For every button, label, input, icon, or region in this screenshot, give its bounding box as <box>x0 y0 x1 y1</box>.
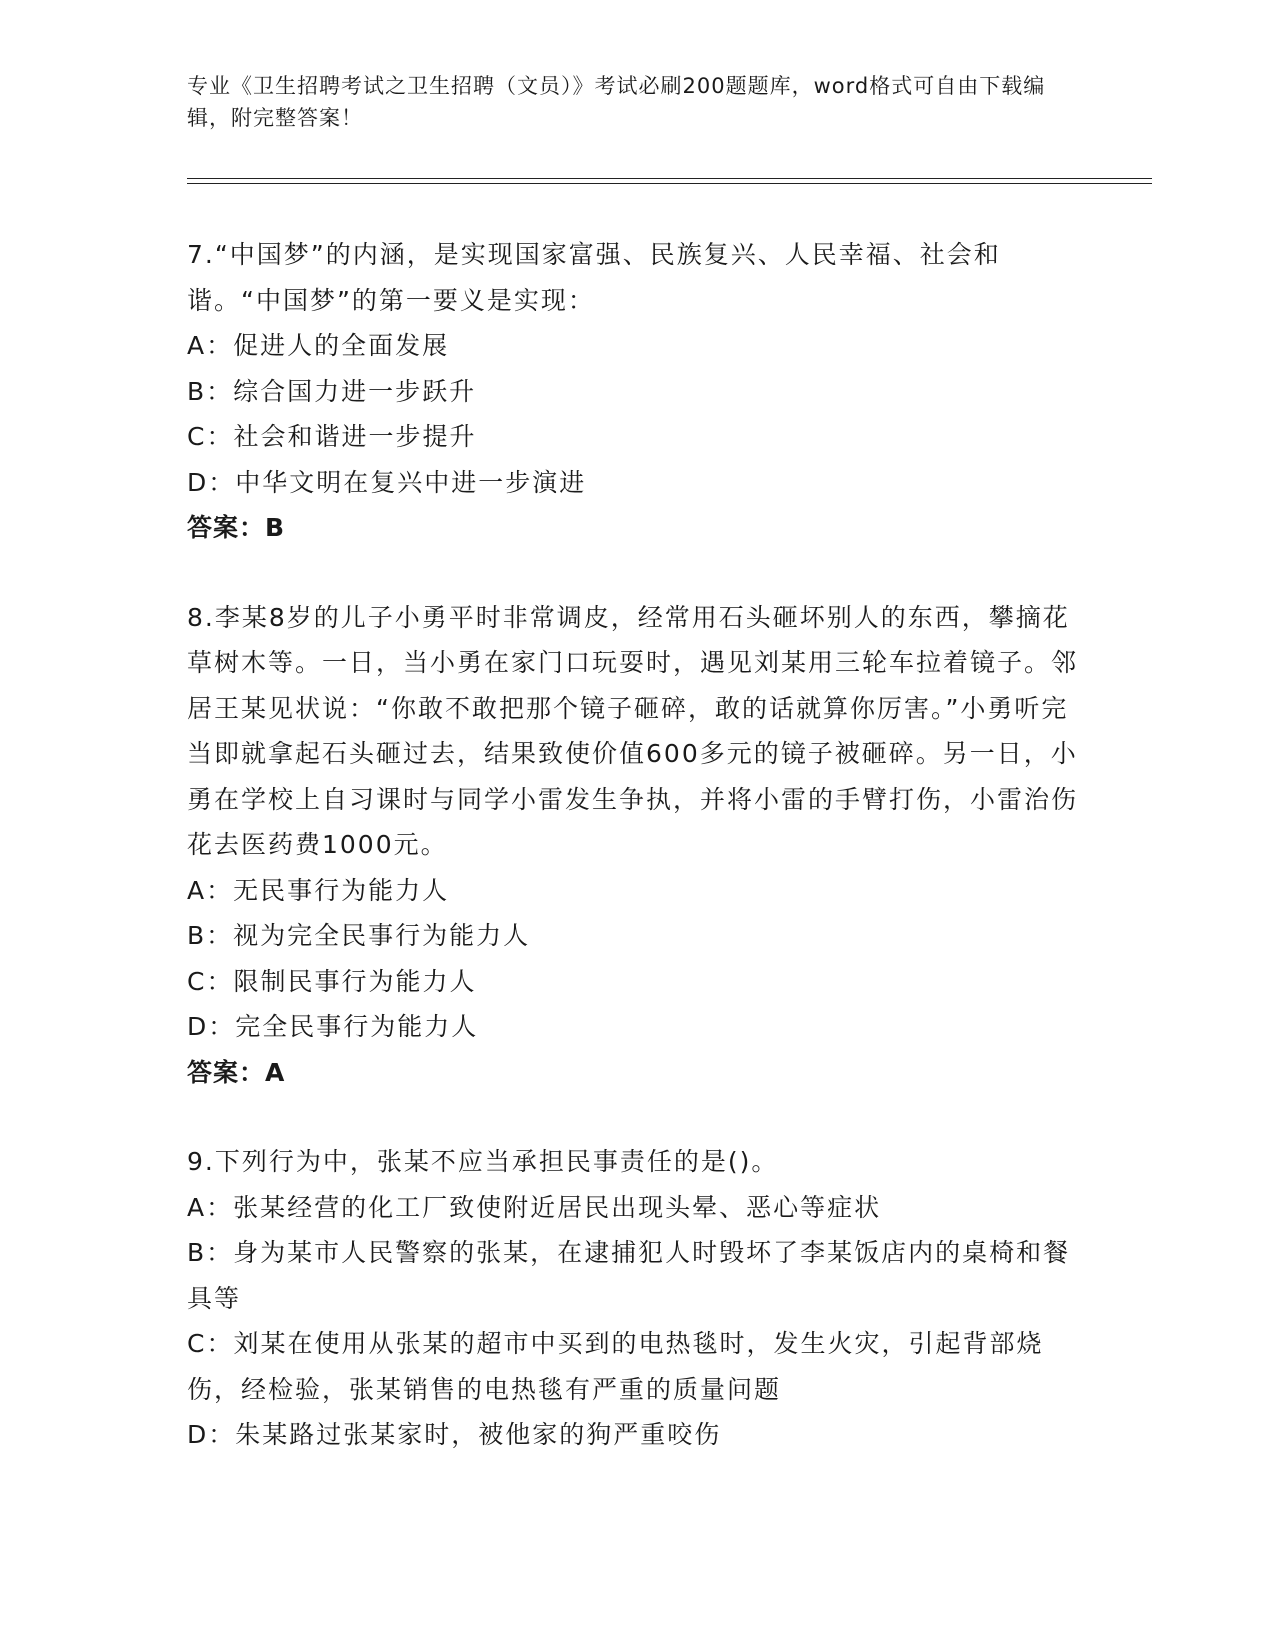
option-a: A：张某经营的化工厂致使附近居民出现头晕、恶心等症状 <box>187 1192 882 1222</box>
option-b: B：综合国力进一步跃升 <box>187 376 477 406</box>
option-c: C：限制民事行为能力人 <box>187 966 477 996</box>
question-list <box>187 232 1087 1502</box>
question-stem: 9.下列行为中，张某不应当承担民事责任的是()。 <box>187 1147 779 1176</box>
header-divider-bottom <box>187 183 1152 184</box>
option-a: A：无民事行为能力人 <box>187 875 450 905</box>
answer: 答案：B <box>187 513 286 542</box>
option-a: A：促进人的全面发展 <box>187 331 450 360</box>
option-d: D：完全民事行为能力人 <box>187 1012 479 1041</box>
question-9 <box>187 1139 1087 1458</box>
option-b: B：身为某市人民警察的张某，在逮捕犯人时毁坏了李某饭店内的桌椅和餐具等 <box>187 1238 1071 1313</box>
question-stem: 7.“中国梦”的内涵，是实现国家富强、民族复兴、人民幸福、社会和谐。“中国梦”的第一要义是实现： <box>187 240 1001 315</box>
answer: 答案：A <box>187 1057 286 1087</box>
option-b: B：视为完全民事行为能力人 <box>187 921 531 950</box>
question-8 <box>187 595 1087 1096</box>
header-title: 专业《卫生招聘考试之卫生招聘（文员）》考试必刷200题题库，word格式可自由下载编辑，附完整答案！ <box>187 74 1046 130</box>
option-c: C：刘某在使用从张某的超市中买到的电热毯时，发生火灾，引起背部烧伤，经检验，张某销售的电热毯有严重的质量问题 <box>187 1329 1044 1404</box>
option-c: C：社会和谐进一步提升 <box>187 422 477 451</box>
question-stem: 8.李某8岁的儿子小勇平时非常调皮，经常用石头砸坏别人的东西，攀摘花草树木等。一日，当小勇在家门口玩耍时，遇见刘某用三轮车拉着镜子。邻居王某见状说：“你敢不敢把那个镜子砸碎，敢的话就算你厉害。”小勇听完当即就拿起石头砸过去，结果致使价值600多元的镜子被砸碎。另一日，小勇在学校上自习课时与同学小雷发生争执，并将小雷的手臂打伤，小雷治伤花去医药费1000元。 <box>187 602 1079 859</box>
document-header <box>187 70 1067 134</box>
option-d: D：朱某路过张某家时，被他家的狗严重咬伤 <box>187 1420 722 1449</box>
question-7 <box>187 232 1087 551</box>
header-divider-top <box>187 178 1152 179</box>
option-d: D：中华文明在复兴中进一步演进 <box>187 467 587 497</box>
